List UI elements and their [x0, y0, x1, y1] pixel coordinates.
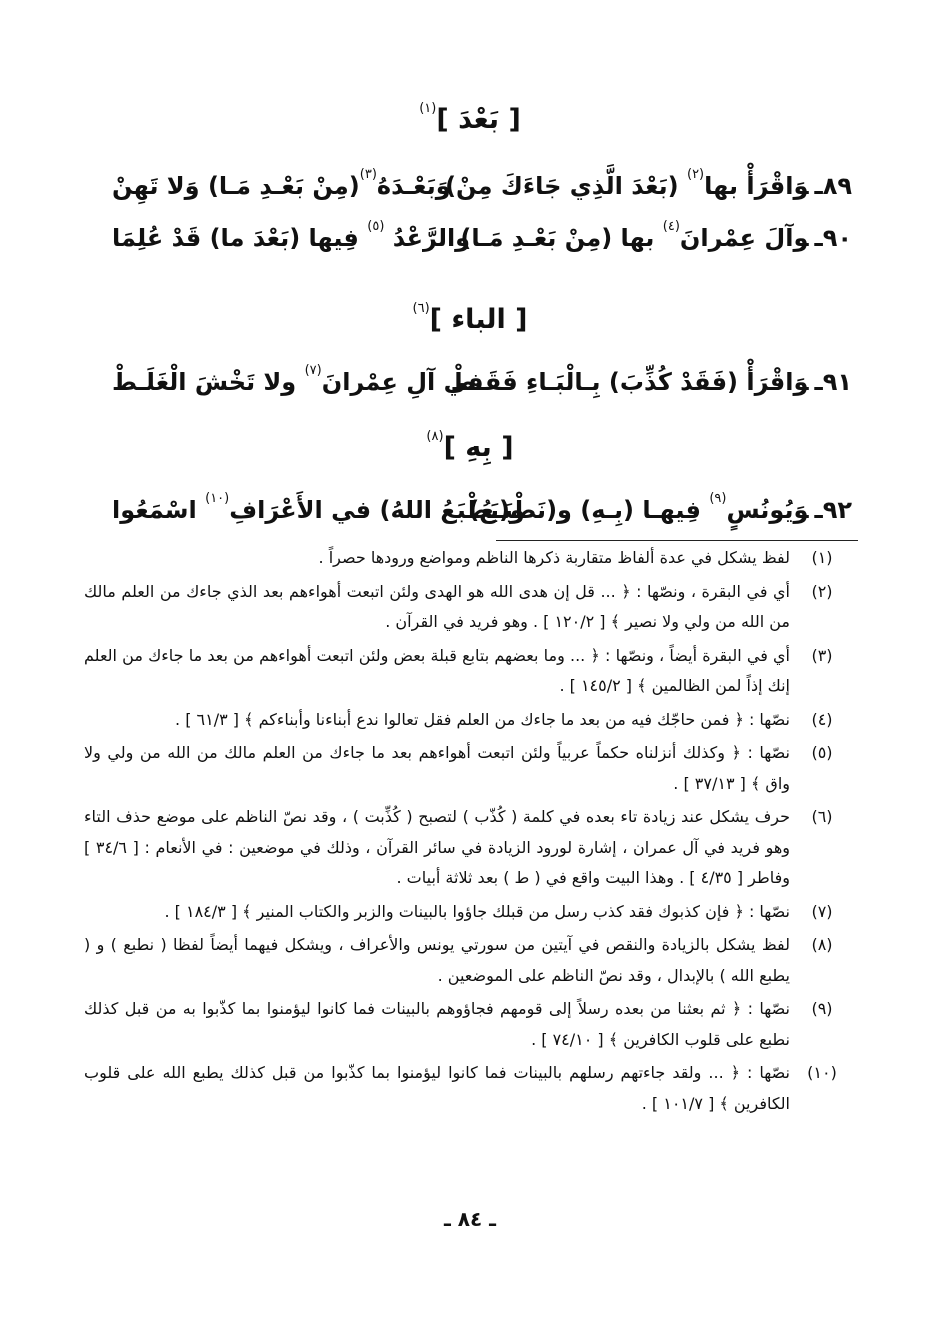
heading-text: [ الباء ]	[429, 304, 528, 335]
footnote-5	[84, 738, 844, 799]
footnote-6	[84, 802, 844, 894]
footnote-marker: (٥)	[367, 219, 385, 234]
footnote-text: نصّها : ﴿ فإن كذبوك فقد كذب رسل من قبلك جاؤوا بالبينات والزبر والكتاب المنير ﴾ [ ١٨٤/٣ ] .	[164, 901, 790, 921]
heading-text: [ بَعْدَ ]	[436, 104, 521, 135]
verse-number: ٨٩ـ	[814, 172, 852, 200]
verse-text: (مِنْ بَعْـدِ مَـا) وَلا تَهِنْ	[112, 172, 360, 200]
verse-number: ٩٢ـ	[814, 496, 852, 524]
heading-footnote-marker: (١)	[419, 101, 437, 116]
verse-second-hemistich	[112, 214, 470, 262]
footnote-marker: (٧)	[304, 363, 322, 378]
footnote-text: نصّها : ﴿ ... ولقد جاءتهم رسلهم بالبينات فما كانوا ليؤمنوا بما كذّبوا من قبل كذلك يطبع الله على قلوب الكافرين ﴾ [ ١٠١/٧ ] .	[84, 1063, 790, 1113]
verse-text: في آلِ عِمْرانَ	[321, 368, 484, 396]
footnote-text: حرف يشكل عند زيادة تاء بعده في كلمة ( كُذّب ) لتصبح ( كُذِّبت ) ، وقد نصّ الناظم على موضع حذف التاء وهو فريد في آل عمران ، إشارة لورود الزيادة في سائر القرآن ، وذلك في موضعين : في الأنعام : [ ٣٤/٦ ] وفاطر [ ٤/٣٥ ] . وهذا البيت واقع في ( ط ) بعد ثلاثة أبيات .	[84, 807, 790, 887]
verse-90	[112, 214, 852, 262]
verse-89	[112, 162, 852, 210]
heading-footnote-marker: (٦)	[412, 301, 430, 316]
footnote-marker: (٤)	[662, 219, 680, 234]
footnotes	[84, 543, 844, 1122]
footnote-text: نصّها : ﴿ ثم بعثنا من بعده رسلاً إلى قومهم فجاؤوهم بالبينات فما كانوا ليؤمنوا بما كذّبوا به من قبل كذلك نطبع على قلوب الكافرين ﴾ [ ٧٤/١٠ ] .	[84, 999, 790, 1049]
verse-text: فِيهـا (بِـهِ) و(نَطْبَـعُ)	[468, 496, 701, 524]
verse-text: وَيُونُسٍ	[726, 496, 809, 524]
footnote-number: (٢)	[811, 581, 833, 601]
footnote-2	[84, 577, 844, 638]
footnote-number: (٦)	[811, 807, 833, 826]
footnote-marker: (٣)	[359, 167, 377, 182]
footnote-7	[84, 897, 844, 928]
footnote-text: أي في البقرة ، ونصّها : ﴿ ... قل إن هدى الله هو الهدى ولئن اتبعت أهواءهم بعد الذي جاءك من العلم مالك من الله من ولي ولا نصير ﴾ [ ١٢٠/٢ ] . وهو فريد في القرآن .	[84, 581, 790, 631]
footnote-9	[84, 994, 844, 1055]
footnote-4	[84, 705, 844, 736]
footnote-text: لفظ يشكل في عدة ألفاظ متقاربة ذكرها الناظم ومواضع ورودها حصراً .	[318, 548, 790, 567]
footnote-10	[84, 1058, 844, 1119]
heading-footnote-marker: (٨)	[426, 429, 444, 444]
verse-text: اسْمَعُوا	[112, 496, 197, 524]
verse-text: وآلَ عِمْرانَ	[679, 224, 809, 252]
verse-91	[112, 358, 852, 406]
verse-text: وَاقْرَأْ بها	[704, 172, 809, 200]
section-heading-baad	[0, 100, 940, 140]
footnote-text: أي في البقرة أيضاً ، ونصّها : ﴿ ... وما بعضهم بتابع قبلة بعض ولئن اتبعت أهواءهم من بعد ما جاءك من العلم إنك إذاً لمن الظالمين ﴾ [ ١٤٥/٢ ] .	[84, 645, 790, 695]
verse-number: ٩١ـ	[814, 368, 852, 396]
footnote-1	[84, 543, 844, 574]
verse-first-hemistich	[460, 214, 852, 262]
footnote-number: (١٠)	[807, 1063, 837, 1082]
verse-text: وَبَعْـدَهُ	[376, 172, 451, 200]
footnote-text: لفظ يشكل بالزيادة والنقص في آيتين من سورتي يونس والأعراف ، ويشكل فيهما أيضاً لفظا ( نطبع ) و ( يطبع الله ) بالإبدال ، وقد نصّ الناظم على الموضعين .	[84, 935, 790, 985]
footnote-8	[84, 930, 844, 991]
section-heading-bihi	[0, 428, 940, 468]
verse-second-hemistich	[112, 162, 451, 210]
footnote-number: (١)	[811, 548, 833, 567]
footnote-text: نصّها : ﴿ فمن حاجّك فيه من بعد ما جاءك من العلم فقل تعالوا ندع أبناءنا وأبناءكم ﴾ [ ٦١/٣ ] .	[175, 709, 790, 729]
footnote-number: (٧)	[811, 901, 833, 921]
footnote-marker: (١٠)	[205, 491, 230, 506]
verse-text: (بَعْدَ الَّذِي جَاءَكَ مِنْ)	[445, 172, 679, 200]
verse-second-hemistich	[112, 486, 525, 534]
heading-text: [ بِهِ ]	[443, 432, 514, 463]
verse-first-hemistich	[451, 358, 852, 406]
verse-first-hemistich	[468, 486, 852, 534]
footnote-number: (٩)	[811, 999, 833, 1018]
verse-text: والرَّعْدُ	[392, 224, 471, 252]
footnote-number: (٨)	[811, 935, 833, 954]
footnote-marker: (٩)	[709, 491, 727, 506]
verse-text: بها (مِنْ بَعْـدِ مَـا)	[460, 224, 655, 252]
verse-number: ٩٠ـ	[814, 224, 852, 252]
footnote-number: (٥)	[811, 743, 833, 762]
section-heading-baa	[0, 300, 940, 340]
verse-text: ولا تَخْشَ الْغَلَـطْ	[112, 368, 297, 396]
verse-text: و(يَطْبَعُ اللهُ) في الأَعْرَافِ	[229, 496, 525, 524]
footnote-number: (٣)	[811, 645, 833, 665]
verse-text: فِيها (بَعْدَ ما) قَدْ عُلِمَا	[112, 224, 359, 252]
verse-second-hemistich	[112, 358, 484, 406]
page-number: ـ ٨٤ ـ	[443, 1207, 497, 1231]
footnote-3	[84, 641, 844, 702]
footnote-marker: (٢)	[686, 167, 705, 182]
footnote-number: (٤)	[811, 709, 833, 729]
verse-92	[112, 486, 852, 534]
verse-first-hemistich	[445, 162, 852, 210]
footnote-divider	[496, 540, 858, 541]
verse-text: وَاقْرَأْ (فَقَدْ كُذِّبَ) بِـالْبَـاءِ فَقَـطْ	[450, 368, 809, 396]
footnote-text: نصّها : ﴿ وكذلك أنزلناه حكماً عربياً ولئن اتبعت أهواءهم بعد ما جاءك من العلم مالك من الله من ولي ولا واق ﴾ [ ٣٧/١٣ ] .	[84, 743, 790, 793]
